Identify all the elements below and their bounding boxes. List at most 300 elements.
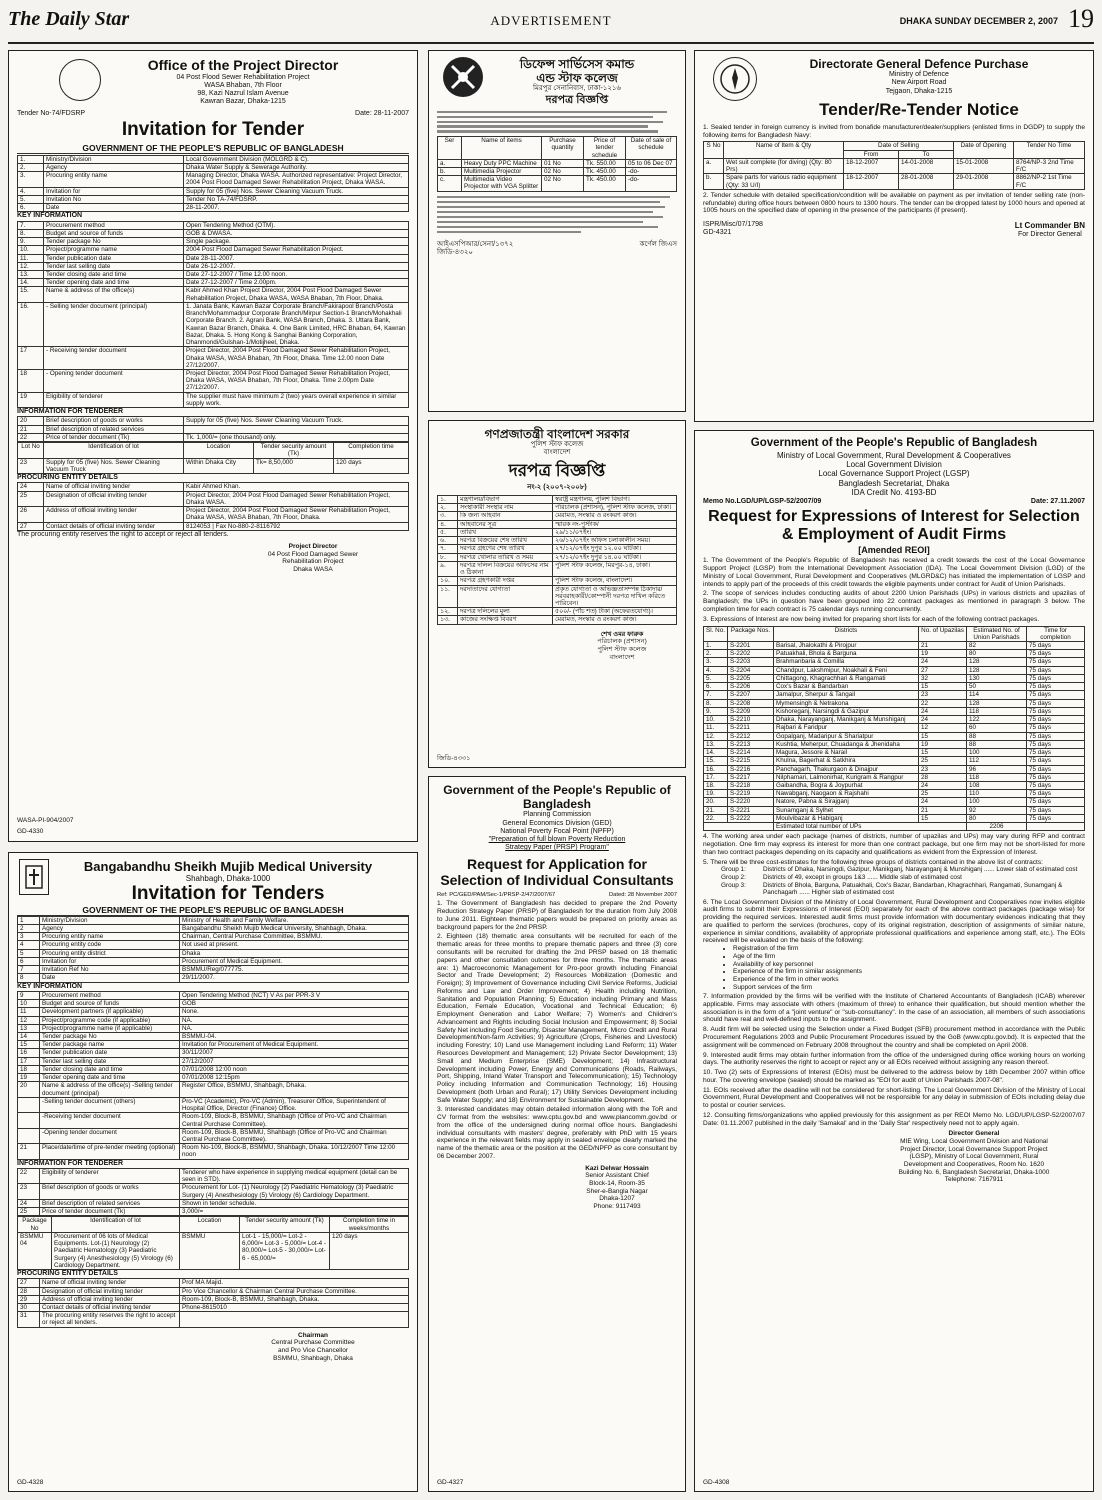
wasa-sign-4: Dhaka WASA — [293, 565, 333, 573]
table-row — [704, 699, 1085, 707]
criteria-item: • Availability of key personnel — [733, 961, 1085, 969]
table-row-cell: 3,000/= — [180, 1208, 409, 1216]
wasa-address-1: 04 Post Flood Sewer Rehabilitation Project — [176, 73, 310, 81]
table-row-cell: Project Director, 2004 Post Flood Damaged Sewer Rehabilitation Project, Dhaka WASA, WASA Bhaban, 7th Floor, Dhaka. — [184, 507, 409, 522]
group-desc: Districts of Dhaka, Narsingdi, Gazipur, Manikganj, Narayanganj & Munshiganj ...... Lower slab of estimated cost — [763, 866, 1078, 874]
table-row-cell: Procurement method — [40, 991, 180, 999]
lgsp-groups — [703, 866, 1085, 896]
table-row-cell: 75 days — [1027, 641, 1085, 649]
lot-row-cell: 120 days — [334, 458, 409, 473]
table-row-cell: 29 — [18, 1295, 40, 1303]
planning-gov: Government of the People's Republic of Bangladesh — [443, 783, 671, 812]
table-row-cell: 12. — [18, 262, 44, 270]
dgdp-th-sno: S No — [704, 142, 724, 158]
table-row-cell: কাজের সংক্ষিপ্ত বিবরণ — [458, 616, 553, 624]
table-row — [18, 392, 409, 407]
table-row-cell: 75 days — [1027, 790, 1085, 798]
table-row-cell: a. — [704, 158, 724, 173]
table-row-cell: 12 — [919, 724, 967, 732]
table-row-cell: Budget and source of funds — [44, 229, 184, 237]
lgsp-line-4: Bangladesh Secretariat, Dhaka — [838, 478, 950, 488]
table-row-cell: 25 — [18, 491, 44, 506]
bsmmu-table-2 — [17, 991, 409, 1160]
table-row-cell: 27 — [18, 522, 44, 530]
table-row-cell: Tenderer who have experience in supplying medical equipment (detail can be seen in STD). — [180, 1168, 409, 1183]
table-row-cell: 22. — [704, 814, 728, 822]
table-row — [438, 159, 677, 167]
table-row-cell: 75 days — [1027, 732, 1085, 740]
table-row — [18, 924, 409, 932]
table-row-cell: 128 — [967, 699, 1027, 707]
bsmmu-table-3 — [17, 1168, 409, 1216]
table-row-cell: 15 — [18, 1041, 40, 1049]
table-row — [18, 991, 409, 999]
table-row — [18, 246, 409, 254]
table-row-cell: 15 — [919, 683, 967, 691]
table-row-cell: Procurement for Lot- (1) Neurology (2) Paediatric Hematology (3) Paediatric Surgery (4) Anesthesiology (5) Virology (6) Cardiology Department. — [180, 1184, 409, 1199]
table-row-cell: 32 — [919, 674, 967, 682]
table-row-cell: 112 — [967, 757, 1027, 765]
table-row-cell: স্বরাষ্ট্র মন্ত্রণালয়, পুলিশ বিভাগ। — [553, 495, 677, 503]
table-row-cell: 6. — [704, 683, 728, 691]
lgsp-p8: 8. Audit firm will be selected using the Selection under a Fixed Budget (SFB) procurement method in accordance with the Public Procurement Regulations 2003 and Public Procurement Procedures issued by the GoB (www.cptu.gov.bd). It is expected that the assignment will be commenced on February 2008 throughout the country and shall be completed on April 2008. — [703, 1026, 1085, 1049]
table-row-cell: 29/11/2007. — [180, 974, 409, 982]
table-row — [704, 790, 1085, 798]
dsc-heading: দরপত্র বিজ্ঞপ্তি — [545, 93, 609, 106]
group-item — [721, 874, 1085, 882]
dsc-header: Date of sale of schedule — [626, 137, 677, 160]
table-row-cell: Tender No TA-74/FDSRP. — [184, 195, 409, 203]
table-row-cell: 15 — [919, 814, 967, 822]
table-row-cell: Address of official inviting tender — [40, 1295, 180, 1303]
table-row — [18, 172, 409, 187]
table-row-cell: Tender package name — [40, 1041, 180, 1049]
table-row-cell: 24 — [919, 781, 967, 789]
table-row-cell: a. — [438, 159, 462, 167]
planning-sign-2: Senior Assistant Chief — [585, 1172, 649, 1180]
table-row — [704, 798, 1085, 806]
wasa-sign-1: Project Director — [288, 542, 338, 550]
table-row-cell: None. — [180, 1008, 409, 1016]
table-row-cell: Bangabandhu Sheikh Mujib Medical University, Shahbagh, Dhaka. — [180, 924, 409, 932]
table-row-cell: Place/date/time of pre-tender meeting (optional) — [40, 1144, 180, 1159]
table-row-cell: S-2216 — [728, 765, 774, 773]
table-row-cell: Tender closing date and time — [40, 1065, 180, 1073]
table-row-cell: Tender last selling date — [40, 1057, 180, 1065]
table-row-cell: 8764/NP-3 2nd Time F/C — [1014, 158, 1085, 173]
table-row-cell: 118 — [967, 773, 1027, 781]
table-row-cell: NA. — [180, 1024, 409, 1032]
table-row-cell: 7 — [18, 966, 40, 974]
table-row-cell: 4. — [18, 187, 44, 195]
table-row-cell: 14 — [18, 1032, 40, 1040]
table-row-cell: 9 — [18, 991, 40, 999]
page-number: 19 — [1068, 4, 1094, 33]
table-row-cell: Moulvibazar & Habiganj — [774, 814, 919, 822]
table-row-cell — [18, 1128, 40, 1143]
table-row-cell: 15-01-2008 — [954, 158, 1014, 173]
table-row-cell: 22 — [18, 433, 44, 441]
table-row-cell: 88 — [967, 740, 1027, 748]
table-row-cell: 20 — [18, 1082, 40, 1097]
table-row-cell: 5. — [18, 195, 44, 203]
table-row — [18, 1199, 409, 1207]
table-row-cell: Procuring entity name — [44, 172, 184, 187]
lgsp-sign-1: MIE Wing, Local Government Division and National — [900, 1138, 1048, 1146]
table-row — [18, 425, 409, 433]
wasa-table-4 — [17, 482, 409, 530]
table-row-cell: S-2211 — [728, 724, 774, 732]
planning-line-3: National Poverty Focal Point (NPFP) — [500, 827, 614, 835]
table-row — [18, 933, 409, 941]
table-row — [18, 417, 409, 425]
table-row-cell: 18 — [18, 1065, 40, 1073]
table-row — [18, 1082, 409, 1097]
table-row — [704, 674, 1085, 682]
police-tender-ad — [428, 420, 686, 768]
table-row — [18, 1065, 409, 1073]
table-row-cell: 19 — [18, 1074, 40, 1082]
lot-row — [18, 458, 409, 473]
table-row-cell: Procurement method — [44, 221, 184, 229]
table-row-cell: 2 — [18, 924, 40, 932]
table-row-cell: Prof MA Majid. — [180, 1279, 409, 1287]
table-row-cell: 3. — [18, 172, 44, 187]
table-row-cell: Kabir Ahmed Khan Project Director, 2004 Post Flood Damaged Sewer Rehabilitation Project, Dhaka WASA, WASA Bhaban, 7th Floor, Dhaka. — [184, 287, 409, 302]
dsc-intro-text — [437, 111, 677, 134]
table-row — [438, 520, 677, 528]
table-row-cell: ৪. — [438, 520, 458, 528]
police-sign-3: পুলিশ স্টাফ কলেজ — [597, 646, 647, 654]
table-row-cell: 6. — [18, 204, 44, 212]
table-row-cell: Price of tender document (Tk) — [40, 1208, 180, 1216]
table-row-cell: 128 — [967, 666, 1027, 674]
table-row-cell: 17 — [18, 1057, 40, 1065]
table-row — [18, 187, 409, 195]
table-row-cell: ২৭/১২/০৭ইং দুপুর ১২.০০ ঘটিকা। — [553, 545, 677, 553]
table-row-cell: Rajbari & Faridpur — [774, 724, 919, 732]
dgdp-address-1: Ministry of Defence — [889, 71, 949, 79]
table-row-cell: 75 days — [1027, 781, 1085, 789]
table-row-cell: 92 — [967, 806, 1027, 814]
planning-heading: Request for Application for Selection of Individual Consultants — [440, 855, 674, 889]
table-row — [438, 168, 677, 176]
table-row-cell: Sunamganj & Sylhet — [774, 806, 919, 814]
lot-header: Lot No — [18, 443, 44, 458]
table-row — [704, 806, 1085, 814]
table-row-cell: 8. — [704, 699, 728, 707]
table-row-cell: GOB & DWASA. — [184, 229, 409, 237]
table-row-cell: Eligibility of tenderer — [44, 392, 184, 407]
table-row-cell: S-2201 — [728, 641, 774, 649]
bsmmu-section-key: KEY INFORMATION — [17, 982, 83, 990]
dgdp-intro: 1. Sealed tender in foreign currency is invited from bonafide manufacturer/dealer/suppliers (enlisted firms in DGDP) to supply the following items for Bangladesh Navy: — [703, 123, 1085, 139]
table-row — [18, 522, 409, 530]
table-row-cell: 75 days — [1027, 707, 1085, 715]
table-row-cell: 75 days — [1027, 814, 1085, 822]
table-row-cell: 13. — [704, 740, 728, 748]
lot-row-cell: Tk= 8,50,000 — [254, 458, 334, 473]
table-row-cell: S-2213 — [728, 740, 774, 748]
table-row-cell: 2. — [18, 163, 44, 171]
group-label: Group 3: — [721, 881, 746, 889]
table-row-cell: Panchagarh, Thakurgaon & Dinajpur — [774, 765, 919, 773]
table-row-cell: 18-12-2007 — [844, 158, 899, 173]
table-row-cell: Tk. 450.00 — [584, 168, 626, 176]
lot-row-cell: Procurement of 06 lots of Medical Equipments. Lot-(1) Neurology (2) Paediatric Hematology (3) Paediatric Surgery (4) Anesthesiology (5) Virology (6) Cardiology Department. — [52, 1232, 180, 1269]
table-row — [18, 916, 409, 924]
table-row-cell: 27/12/2007 — [180, 1057, 409, 1065]
table-row-cell: আহবানের সূত্র — [458, 520, 553, 528]
table-row — [438, 585, 677, 608]
table-row-cell: Tk. 450.00 — [584, 176, 626, 191]
table-row-cell: Invitation for — [40, 957, 180, 965]
table-row-cell: মেরামত, সংস্কার ও রংকরণ কাজ। — [553, 616, 677, 624]
table-row-cell: Dhaka, Narayanganj, Manikganj & Munshiganj — [774, 716, 919, 724]
planning-line-1: Planning Commission — [523, 811, 591, 819]
table-row-cell: Ministry/Division — [40, 916, 180, 924]
table-row-cell: পুলিশ স্টাফ কলেজ, বাংলাদেশ। — [553, 577, 677, 585]
table-row — [704, 732, 1085, 740]
table-row-cell: 75 days — [1027, 798, 1085, 806]
planning-gd: GD-4327 — [437, 1479, 464, 1487]
table-row-cell: -Selling tender document (others) — [40, 1097, 180, 1112]
lgsp-criteria-list — [703, 945, 1085, 991]
dsc-title-2: এন্ড স্টাফ কলেজ — [536, 71, 618, 86]
table-row-cell: স্মারক নং-পুস্টাক/ — [553, 520, 677, 528]
table-row-cell: 8862/NP-2 1st Time F/C — [1014, 174, 1085, 189]
table-row-cell: Pro-VC (Academic), Pro-VC (Admin), Treasurer Office, Superintendent of Hospital Office, Director (Finance) Office. — [180, 1097, 409, 1112]
table-row-cell: দরপত্র গ্রহণের শেষ তারিখ — [458, 545, 553, 553]
table-row-cell: Ministry/Division — [44, 155, 184, 163]
table-row-cell: 60 — [967, 724, 1027, 732]
table-row-cell: Date 28-11-2007. — [184, 254, 409, 262]
lgsp-sign-2: Project Director, Local Governance Support Project — [900, 1145, 1048, 1153]
table-row-cell: 75 days — [1027, 666, 1085, 674]
table-row-cell: 21. — [704, 806, 728, 814]
planning-line-5: Strategy Paper (PRSP) Program" — [505, 844, 609, 852]
table-row — [18, 238, 409, 246]
group-label: Group 2: — [721, 873, 746, 881]
table-row-cell: 12 — [18, 1016, 40, 1024]
table-row-cell: 11. — [704, 724, 728, 732]
lot-header: Identification of lot — [44, 443, 184, 458]
dgdp-ref: ISPR/Misc/07/1798 — [703, 221, 763, 229]
table-row-cell: Name & address of the office(s) — [44, 287, 184, 302]
lgsp-amended: [Amended REOI] — [858, 544, 930, 555]
table-row-cell: Room-109, Block-B, BSMMU, Shahbagh, Dhaka. — [180, 1295, 409, 1303]
table-row-cell: ৬. — [438, 537, 458, 545]
table-row-cell: 24 — [919, 658, 967, 666]
dgdp-address-3: Tejgaon, Dhaka-1215 — [885, 87, 953, 95]
table-row-cell: 02 No — [542, 168, 584, 176]
lgsp-p9: 9. Interested audit firms may obtain further information from the office of the undersigned during office working hours on working days. The authority reserves the right to accept or reject any or all EOIs received without assigning any reason thereof. — [703, 1051, 1085, 1067]
table-row — [704, 740, 1085, 748]
table-row — [18, 1008, 409, 1016]
planning-sign-1: Kazi Delwar Hossain — [585, 1164, 649, 1172]
table-row-cell: 108 — [967, 781, 1027, 789]
table-row-cell: 12. — [704, 732, 728, 740]
table-row-cell: 130 — [967, 674, 1027, 682]
table-row-cell: 122 — [967, 716, 1027, 724]
table-row-cell: S-2221 — [728, 806, 774, 814]
table-row — [704, 757, 1085, 765]
bsmmu-sign-4: BSMMU, Shahbagh, Dhaka — [273, 1354, 353, 1362]
table-row-cell: Pro Vice Chancellor & Chairman Central Purchase Committee. — [180, 1287, 409, 1295]
table-row-cell: 19. — [704, 790, 728, 798]
table-row — [438, 561, 677, 576]
table-row-cell: Dhaka — [180, 949, 409, 957]
police-heading: দরপত্র বিজ্ঞপ্তি — [508, 460, 606, 480]
table-row-cell: BSMMU-04. — [180, 1032, 409, 1040]
table-row-cell: ১. — [438, 495, 458, 503]
lgsp-header: Time for completion — [1027, 626, 1085, 641]
table-row-cell: 1. — [704, 641, 728, 649]
table-row-cell: Mymensingh & Netrakona — [774, 699, 919, 707]
table-row — [18, 1032, 409, 1040]
lot-header: Completion time — [334, 443, 409, 458]
paper-name: The Daily Star — [8, 8, 130, 30]
lgsp-heading: Request for Expressions of Interest for Selection & Employment of Audit Firms — [708, 508, 1080, 544]
table-row-cell: 8. — [18, 229, 44, 237]
table-row-cell: Name & address of the office(s) -Selling tender document (principal) — [40, 1082, 180, 1097]
masthead — [8, 4, 1094, 44]
lot-row-cell: 120 days — [330, 1232, 409, 1269]
table-row-cell: Invitation No — [44, 195, 184, 203]
wasa-address-2: WASA Bhaban, 7th Floor — [204, 81, 282, 89]
table-row-cell: Single package. — [184, 238, 409, 246]
table-row-cell: মেরামত, সংস্কার ও রংকরণ কাজ। — [553, 512, 677, 520]
wasa-table-1 — [17, 155, 409, 213]
table-row-cell: Agency — [40, 924, 180, 932]
table-row-cell: Managing Director, Dhaka WASA. Authorized representative: Project Director, 2004 Post Flood Damaged Sewer Rehabilitation Project, Dhaka WASA. — [184, 172, 409, 187]
bsmmu-tender-ad — [8, 852, 418, 1492]
table-row-cell: 75 days — [1027, 740, 1085, 748]
table-row-cell: 50 — [967, 683, 1027, 691]
bsmmu-section-info: INFORMATION FOR TENDERER — [17, 1159, 124, 1167]
wasa-sign-2: 04 Post Flood Damaged Sewer — [267, 550, 359, 558]
table-row-cell: 100 — [967, 798, 1027, 806]
police-sign-4: বাংলাদেশ — [609, 653, 635, 661]
table-row — [18, 1295, 409, 1303]
wasa-logo — [59, 59, 101, 101]
table-row-cell: ৫০০/- (পাঁচ শত) টাকা (অফেরতযোগ্য)। — [553, 608, 677, 616]
table-row-cell: Multimedia Projector — [462, 168, 542, 176]
section-label: ADVERTISEMENT — [490, 13, 612, 28]
table-row — [704, 749, 1085, 757]
table-row-cell: ৫. — [438, 528, 458, 536]
table-row-cell: The supplier must have minimum 2 (two) years overall experience in similar supply work. — [184, 392, 409, 407]
table-row — [18, 1303, 409, 1311]
table-row-cell: ৩. — [438, 512, 458, 520]
table-row-cell: 82 — [967, 641, 1027, 649]
table-row — [704, 724, 1085, 732]
table-row — [18, 1049, 409, 1057]
table-row-cell: - Receiving tender document — [44, 347, 184, 370]
table-row-cell: 18 — [18, 370, 44, 393]
table-row — [18, 1113, 409, 1128]
lgsp-p4: 4. The working area under each package (names of districts, number of upazilas and UPs) may vary during RFP and contract negotiation. One firm may express its interest for more than one contract package, but one firm may not be short-listed for more than two contract packages depending on its capacity and qualifications as evident from the Expression of Interest. — [703, 833, 1085, 856]
table-row-cell: Gopalganj, Madaripur & Shariatpur — [774, 732, 919, 740]
table-row-cell: b. — [704, 174, 724, 189]
table-row-cell: Tender publication date — [44, 254, 184, 262]
table-row-cell: 2. — [704, 650, 728, 658]
table-row-cell: Project Director, 2004 Post Flood Damaged Sewer Rehabilitation Project, Dhaka WASA, WASA Bhaban, 7th Floor, Dhaka. Time 2.00pm Date 27/12/2007. — [184, 370, 409, 393]
police-table — [437, 495, 677, 625]
planning-request-ad — [428, 776, 686, 1492]
bsmmu-table-1 — [17, 916, 409, 983]
police-gov: গণপ্রজাতন্ত্রী বাংলাদেশ সরকার — [484, 427, 630, 441]
table-row — [18, 1208, 409, 1216]
table-row-cell: 13. — [18, 270, 44, 278]
table-row-cell: 07/01/2008 12:00 noon — [180, 1065, 409, 1073]
total-spacer — [704, 823, 774, 831]
table-row-cell: Tender package No — [44, 238, 184, 246]
table-row-cell: Procuring entity code — [40, 941, 180, 949]
dgdp-sign-1: Lt Commander BN — [1014, 221, 1085, 231]
planning-p3: 3. Interested candidates may obtain detailed information along with the ToR and CV format from the websites: www.cptu.gov.bd and www.plancomm.gov.bd or from the office of the undersigned during normal office hours. Bangladeshi individual consultants with masters' degree, preferably with PhD with 15 years experience in the relevant fields may apply in sealed envelope clearly marked the name of the thematic area or the position at the GED/NPFP as core consultant by 06 December 2007. — [437, 1106, 677, 1160]
group-label: Group 1: — [721, 866, 746, 874]
table-row-cell: S-2222 — [728, 814, 774, 822]
table-row-cell: পরিচালক (প্রশাসন), পুলিশ স্টাফ কলেজ, ঢাকা। — [553, 504, 677, 512]
table-row — [18, 949, 409, 957]
table-row — [18, 957, 409, 965]
dsc-header: Price of tender schedule — [584, 137, 626, 160]
table-row — [18, 287, 409, 302]
table-row-cell: 8124053 | Fax No-880-2-8116792 — [184, 522, 409, 530]
table-row — [704, 716, 1085, 724]
lgsp-p12: 12. Consulting firms/organizations who applied previously for this assignment as per REOI Memo No. LGD/UP/LGSP-52/2007/07 Date: 01.11.2007 published in the daily 'Samakal' and in the 'Daily Star' respectively need not to apply again. — [703, 1111, 1085, 1127]
table-row-cell: 15. — [18, 287, 44, 302]
table-row-cell: 20. — [704, 798, 728, 806]
lgsp-line-5: IDA Credit No. 4193-BD — [851, 488, 937, 498]
table-row-cell: 75 days — [1027, 773, 1085, 781]
table-row-cell: দরপত্র গ্রহণকারী দপ্তর — [458, 577, 553, 585]
dgdp-tender-ad — [694, 50, 1094, 422]
dgdp-th-selling: Date of Selling — [844, 142, 954, 150]
table-row-cell: The procuring entity reserves the right to accept or reject all tenders. — [40, 1312, 180, 1327]
table-row-cell: - Selling tender document (principal) — [44, 302, 184, 346]
table-row — [18, 1184, 409, 1199]
table-row-cell: Barisal, Jhalokathi & Pirojpur — [774, 641, 919, 649]
table-row-cell: 18-12-2007 — [844, 174, 899, 189]
table-row — [18, 1057, 409, 1065]
bsmmu-gd: GD-4328 — [17, 1479, 44, 1487]
table-row-cell: Brief description of related services — [44, 425, 184, 433]
table-row-cell: 26 — [18, 507, 44, 522]
table-row-cell: 28-01-2008 — [899, 174, 954, 189]
wasa-tender-ad — [8, 50, 418, 842]
table-row-cell: Procuring entity name — [40, 933, 180, 941]
table-row-cell: Project/programme code (if applicable) — [40, 1016, 180, 1024]
table-row-cell: Date 27-12-2007 / Time 12.00 noon. — [184, 270, 409, 278]
table-row — [18, 195, 409, 203]
table-row-cell: 1. — [18, 155, 44, 163]
table-row — [704, 773, 1085, 781]
table-row-cell: Designation of official inviting tender — [44, 491, 184, 506]
table-row-cell: 118 — [967, 707, 1027, 715]
table-row — [438, 553, 677, 561]
bsmmu-heading: Invitation for Tenders — [131, 882, 325, 904]
table-row-cell: 5 — [18, 949, 40, 957]
table-row-cell: Tk. 1,000/= (one thousand) only. — [184, 433, 409, 441]
table-row-cell: মন্ত্রণালয়/বিভাগ — [458, 495, 553, 503]
table-row-cell: Project/programme name — [44, 246, 184, 254]
table-row-cell: ৯. — [438, 561, 458, 576]
table-row-cell: 31 — [18, 1312, 40, 1327]
dsc-terms-text — [437, 196, 677, 233]
table-row-cell: দরপত্র দলিল বিক্রয়ের অফিসের নাম ও ঠিকানা — [458, 561, 553, 576]
